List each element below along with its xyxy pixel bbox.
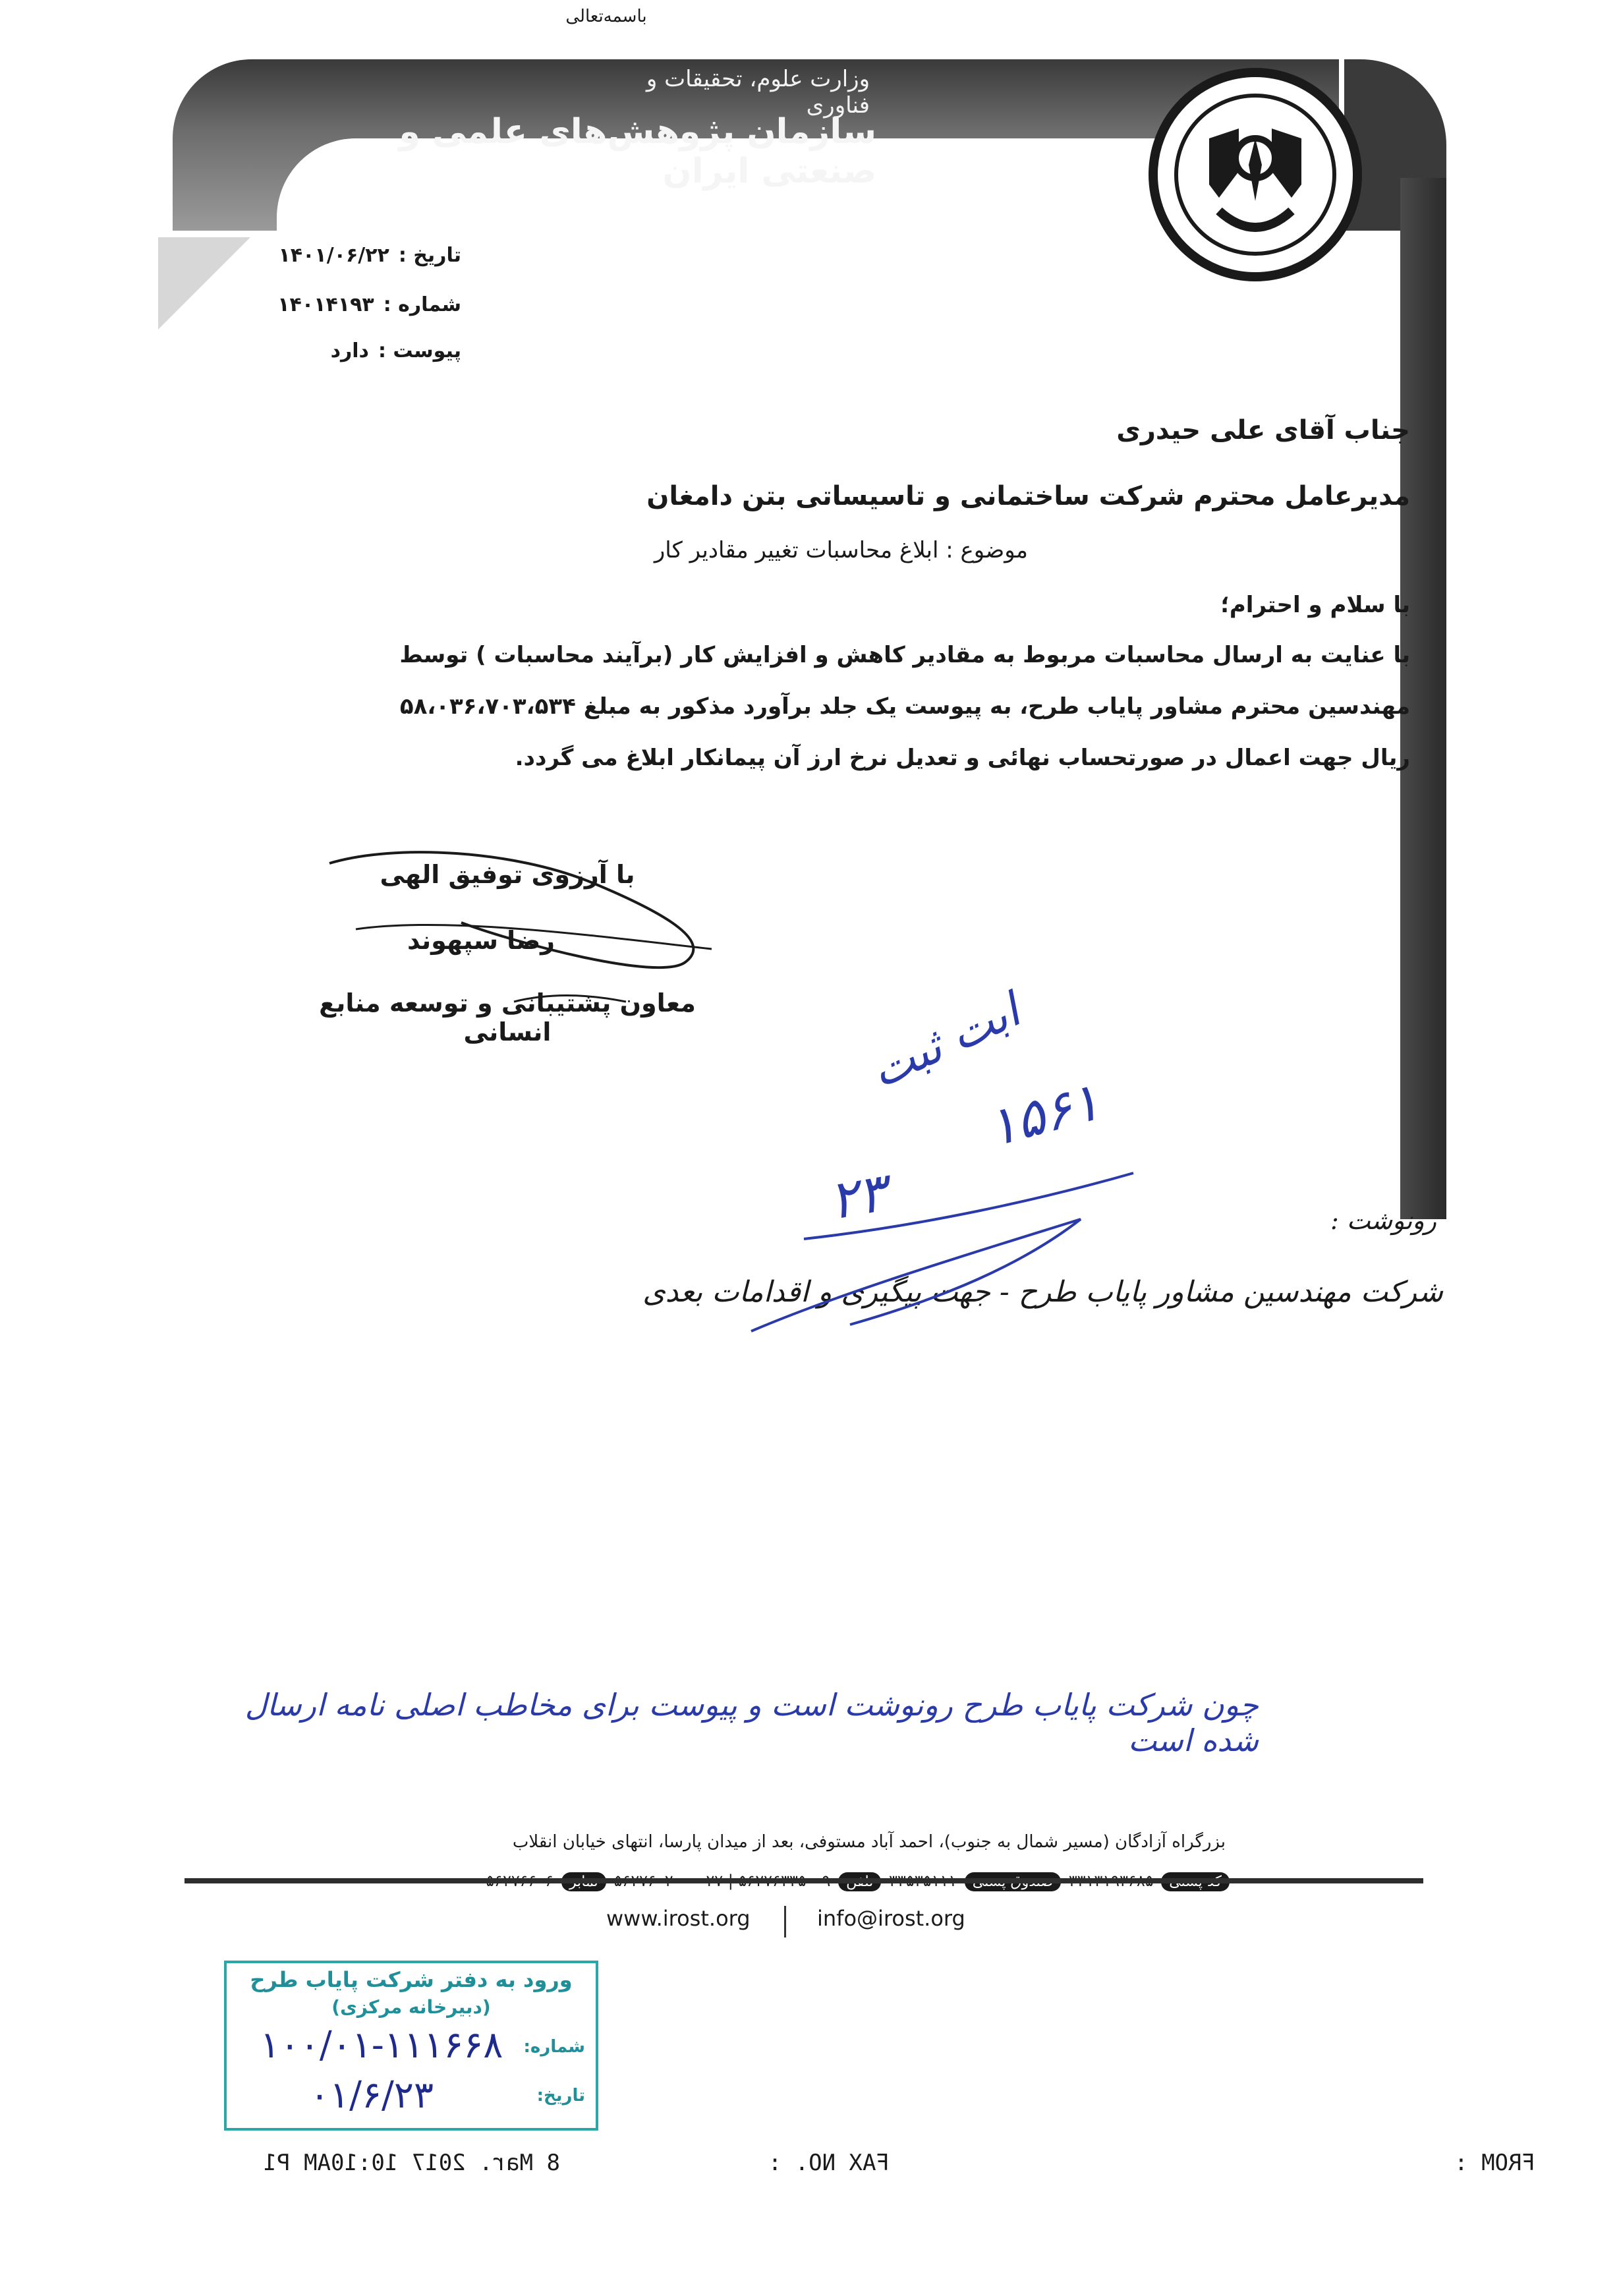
fax-from: FROM : [1454,2150,1535,2176]
fax-transmission-header [152,2150,1535,2183]
stamp-date-label: تاریخ: [536,2086,585,2106]
signer-title: معاون پشتیبانی و توسعه منابع انسانی [319,989,696,1047]
cc-label: رونوشت : [1330,1206,1436,1235]
signature-icon [316,837,738,1041]
handwritten-remark: چون شرکت پایاب طرح رونوشت است و پیوست برای مخاطب اصلی نامه ارسال شده است [244,1687,1259,1758]
stamp-number-label: شماره: [523,2037,585,2057]
irost-logo-icon [1147,66,1364,283]
ministry-name: وزارت علوم، تحقیقات و فناوری [646,66,870,119]
cc-recipient-line: شرکت مهندسین مشاور پایاب طرح - جهت پیگیری و اقدامات بعدی [642,1275,1443,1309]
letter-number: شماره :۱۴۰۱۴۱۹۳ [277,293,461,316]
recipient-title: مدیرعامل محترم شرکت ساختمانی و تاسیساتی بتن دامغان [646,481,1410,511]
letter-date: تاریخ :۱۴۰۱/۰۶/۲۲ [278,244,461,267]
fax-timestamp: 8 Mar. 2017 10:10AM P1 [263,2150,560,2176]
email-link[interactable]: info@irost.org [817,1906,965,1931]
cc-initial-scribble [745,1213,1087,1344]
top-invocation: باسمه‌تعالی [565,7,647,26]
greeting: با سلام و احترام؛ [1220,592,1410,618]
receipt-stamp [224,1961,598,2131]
svg-text:۱۵۶۱: ۱۵۶۱ [980,1070,1106,1159]
stamp-number: ۱۰۰/۰۱-۱۱۱۶۶۸ [260,2024,503,2067]
footer-address: بزرگراه آزادگان (مسیر شمال به جنوب)، احمد آباد مستوفی، بعد از میدان پارسا، انتهای خیابان انقلاب [512,1832,1226,1852]
letter-subject: موضوع : ابلاغ محاسبات تغییر مقادیر کار [654,537,1028,563]
organization-name: سازمان پژوهش‌های علمی و صنعتی ایران [399,112,876,191]
stamp-subtitle: (دبیرخانه مرکزی) [331,1996,491,2018]
website-link[interactable]: www.irost.org [606,1906,751,1931]
stamp-date: ۰۱/۶/۲۳ [309,2074,434,2117]
footer-divider [784,1906,786,1937]
closing-phrase: با آرزوی توفیق الهی [380,860,635,889]
recipient-name: جناب آقای علی حیدری [1116,415,1410,445]
letter-body: با عنایت به ارسال محاسبات مربوط به مقادیر کاهش و افزایش کار (برآیند محاسبات ) توسط مهندسین محترم مشاور پایاب طرح، به پیوست یک جلد برآورد مذکور به مبلغ ۵۸،۰۳۶،۷۰۳،۵۳۴ ریال جهت اعمال در صورتحساب نهائی و تعدیل نرخ ارز آن پیمانکار ابلاغ می گردد. [399,642,1410,771]
signer-name: رضا سپهوند [407,926,555,955]
fax-number: FAX NO. : [768,2150,890,2176]
letter-attachment: پیوست :دارد [330,339,461,362]
svg-text:ابت ثبت: ابت ثبت [862,983,1028,1099]
stamp-title: ورود به دفتر شرکت پایاب طرح [250,1967,573,1992]
letterhead-bottom-rule [185,1878,1423,1883]
svg-text:۲۳: ۲۳ [824,1161,892,1232]
